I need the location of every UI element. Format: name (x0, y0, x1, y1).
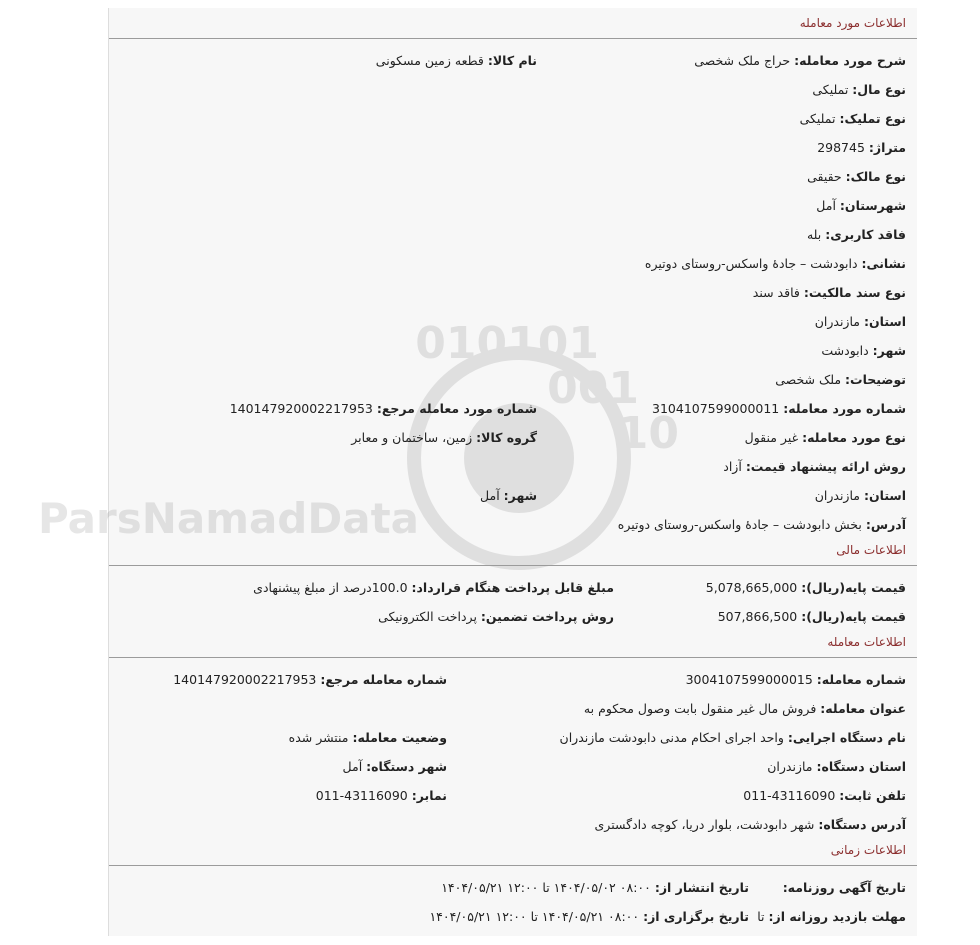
row-base-price: قیمت پایه(ریال): 5,078,665,000 (705, 580, 906, 595)
row-transaction-title: عنوان معامله: فروش مال غیر منقول بابت وصول محکوم به (583, 701, 906, 716)
row-org-address: آدرس دستگاه: شهر دابودشت، بلوار دریا، کوچه دادگستری (594, 817, 906, 832)
row-goods-name: نام کالا: قطعه زمین مسکونی (375, 53, 537, 68)
row-county: شهرستان: آمل (816, 198, 906, 213)
row-phone: تلفن ثابت: 43116090-011 (743, 788, 906, 803)
row-address: نشانی: دابودشت – جادهٔ واسکس-روستای دوتیره (644, 256, 906, 271)
row-ownership-type: نوع تملیک: تملیکی (799, 111, 906, 126)
svg-text:010101: 010101 (415, 318, 599, 369)
row-province: استان: مازندران (814, 314, 906, 329)
row-area: متراژ: 298745 (817, 140, 906, 155)
row-org-city: شهر دستگاه: آمل (342, 759, 447, 774)
row-status: وضعیت معامله: منتشر شده (288, 730, 447, 745)
row-payable-amount: مبلغ قابل پرداخت هنگام قرارداد: 100.0درصد از مبلغ پیشنهادی (253, 580, 614, 595)
row-visit-deadline: مهلت بازدید روزانه از: تا (757, 909, 906, 924)
row-organization: نام دستگاه اجرایی: واحد اجرای احکام مدنی دابودشت مازندران (559, 730, 906, 745)
row-hold-date: تاریخ برگزاری از: ۰۸:۰۰ ۱۴۰۴/۰۵/۲۱ تا ۱۲:۰۰ ۱۴۰۴/۰۵/۲۱ (429, 909, 749, 924)
row-item-type: نوع مورد معامله: غیر منقول (744, 430, 906, 445)
svg-text:001: 001 (547, 363, 639, 414)
svg-text:10: 10 (617, 408, 679, 459)
row-deed-type: نوع سند مالکیت: فاقد سند (752, 285, 906, 300)
row-notes: توضیحات: ملک شخصی (775, 372, 906, 387)
row-province-2: استان: مازندران (814, 488, 906, 503)
row-publish-date: تاریخ انتشار از: ۰۸:۰۰ ۱۴۰۴/۰۵/۰۲ تا ۱۲:۰۰ ۱۴۰۴/۰۵/۲۱ (441, 880, 749, 895)
section-title-deal-info: اطلاعات مورد معامله (799, 16, 906, 30)
section-title-financial: اطلاعات مالی (836, 543, 906, 557)
row-item-number: شماره مورد معامله: 3104107599000011 (652, 401, 906, 416)
row-deal-description: شرح مورد معامله: حراج ملک شخصی (694, 53, 906, 68)
row-property-type: نوع مال: تملیکی (812, 82, 906, 97)
row-guarantee-method: روش پرداخت تضمین: پرداخت الکترونیکی (378, 609, 614, 624)
row-owner-type: نوع مالک: حقیقی (807, 169, 906, 184)
section-title-timing: اطلاعات زمانی (830, 843, 906, 857)
divider (109, 865, 917, 866)
row-fax: نمابر: 43116090-011 (315, 788, 447, 803)
row-org-province: استان دستگاه: مازندران (767, 759, 906, 774)
divider (109, 38, 917, 39)
row-address-2: آدرس: بخش دابودشت – جادهٔ واسکس-روستای دوتیره (617, 517, 906, 532)
section-title-transaction: اطلاعات معامله (827, 635, 906, 649)
divider (109, 657, 917, 658)
divider (109, 565, 917, 566)
row-transaction-number: شماره معامله: 3004107599000015 (685, 672, 906, 687)
row-no-usage: فاقد کاربری: بله (806, 227, 906, 242)
row-city: شهر: دابودشت (821, 343, 906, 358)
row-base-price-2: قیمت پایه(ریال): 507,866,500 (717, 609, 906, 624)
row-goods-group: گروه کالا: زمین، ساختمان و معابر (351, 430, 537, 445)
row-city-2: شهر: آمل (480, 488, 537, 503)
row-reference-number: شماره مورد معامله مرجع: 140147920002217953 (229, 401, 537, 416)
row-transaction-reference: شماره معامله مرجع: 140147920002217953 (173, 672, 447, 687)
deal-panel (38, 8, 917, 936)
row-newspaper-date: تاریخ آگهی روزنامه: (782, 880, 906, 895)
row-price-method: روش ارائه پیشنهاد قیمت: آزاد (723, 459, 906, 474)
svg-text:ParsNamadData: ParsNamadData (38, 494, 419, 543)
